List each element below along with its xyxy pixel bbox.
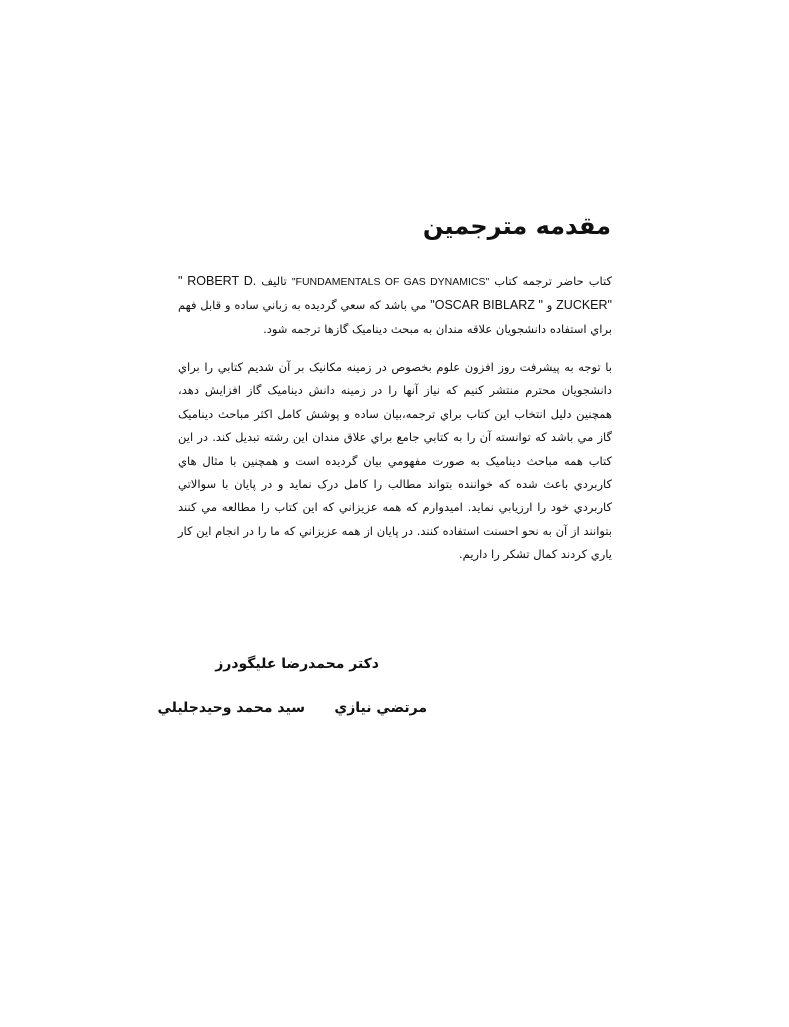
page-title: مقدمه مترجمين [422,212,611,240]
intro-paragraph [178,270,612,341]
translator-signature-3: سيد محمد وحيدجليلي [157,700,305,716]
book-title: "FUNDAMENTALS OF GAS DYNAMICS" [291,276,490,288]
intro-text-1: كتاب حاضر ترجمه كتاب [489,274,612,288]
intro-text-4: مي باشد كه سعي گرديده به زباني ساده و قابل فهم براي استفاده دانشجويان علاقه مندان به مبحث ديناميک گازها ترجمه شود. [178,298,612,336]
body-paragraph: با توجه به پيشرفت روز افزون علوم بخصوص در زمينه مكانيک بر آن شديم كتابي را براي دانشجويان محترم منتشر كنيم كه نياز آنها را در زمينه دانش ديناميک گاز افزايش دهد، همچنين دليل انتخاب اين كتاب براي ترجمه،بيان ساده و پوشش كامل اكثر مباحث ديناميک گاز مي باشد كه توانسته آن را به كتابي جامع براي علاق مندان اين رشته تبديل كند. در اين كتاب همه مباحث ديناميک به صورت مفهومي بيان گرديده است و همچنين با مثال هاي كاربردي باعث شده كه خواننده بتواند مطالب را كامل درک نمايد و در پايان با سوالاتي كاربردي خود را ارزيابي نمايد. اميدوارم كه همه عزيزاني كه اين كتاب را مطالعه مي كنند بتوانند از آن به نحو احسنت استفاده كنند. در پايان از همه عزيزاني كه ما را در انجام اين كار ياري كردند كمال تشكر را داريم. [178,360,612,562]
author-name-2: "OSCAR BIBLARZ " [430,298,543,313]
intro-text-2: تاليف [256,274,292,288]
author-name-1: " ROBERT D. ZUCKER" [178,274,612,313]
translator-signature-2: مرتضي نيازي [334,700,427,716]
translator-signature-1: دكتر محمدرضا عليگودرز [215,656,379,672]
intro-text-3: و [542,298,557,313]
